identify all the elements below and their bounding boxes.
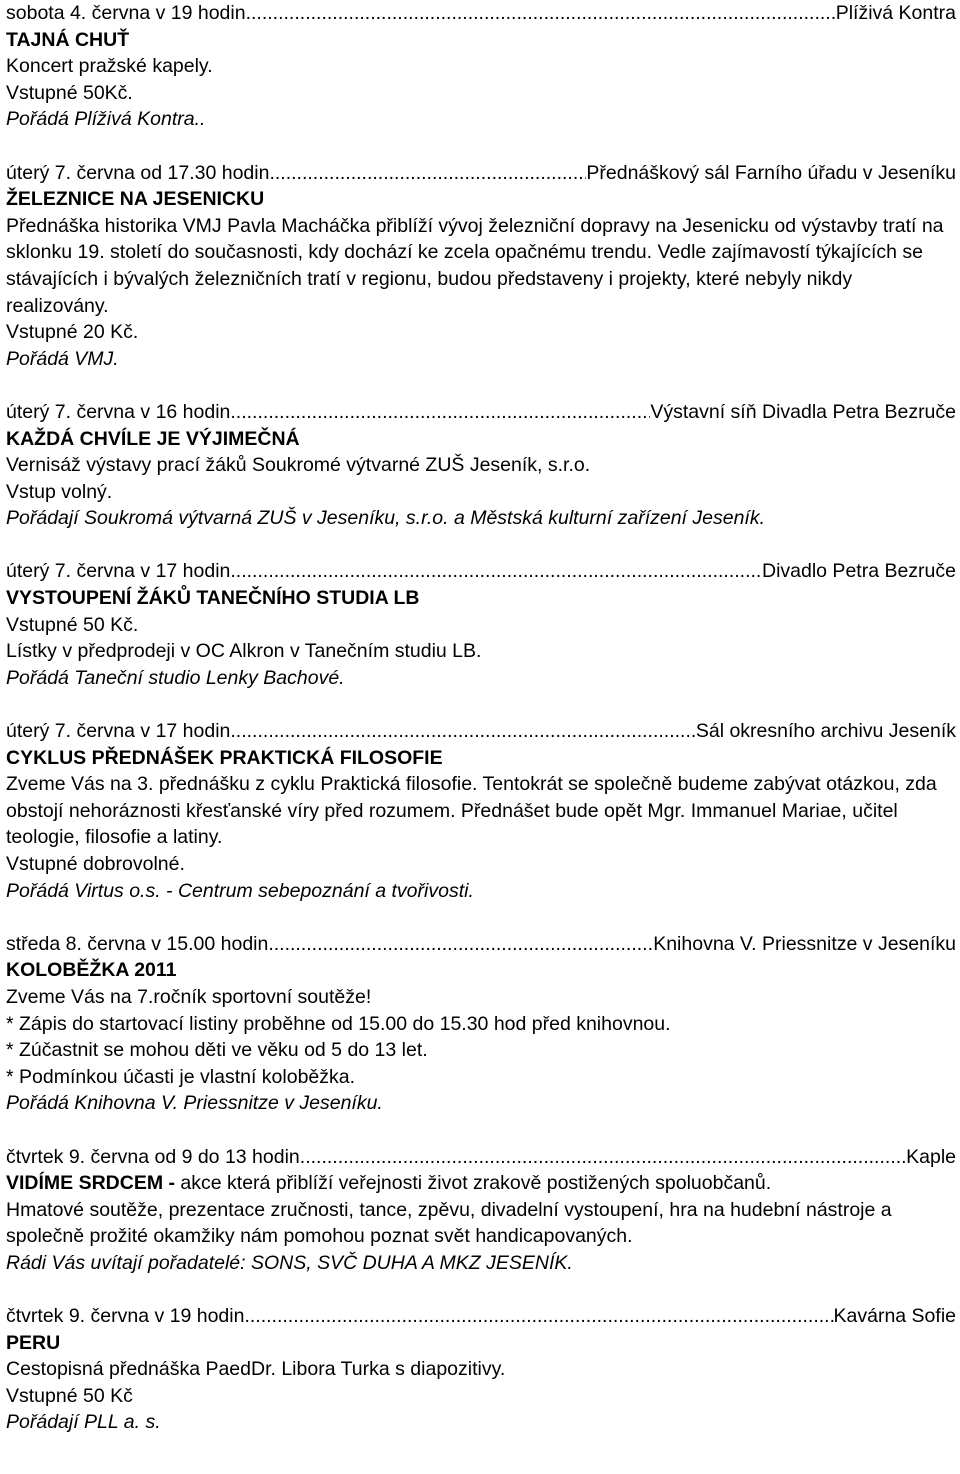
event-organizer: Pořádá Knihovna V. Priessnitze v Jeseníku. — [6, 1092, 383, 1115]
event-date: sobota 4. června v 19 hodin — [6, 2, 246, 24]
event-title: CYKLUS PŘEDNÁŠEK PRAKTICKÁ FILOSOFIE — [6, 746, 443, 769]
event-organizer: Pořádá Taneční studio Lenky Bachové. — [6, 666, 345, 689]
event-organizer: Pořádají PLL a. s. — [6, 1411, 161, 1434]
event-organizer: Pořádá Virtus o.s. - Centrum sebepoznání a tvořivosti. — [6, 879, 474, 902]
event-title: VIDÍME SRDCEM - — [6, 1172, 176, 1195]
event-kazda-chvile — [6, 399, 956, 532]
dot-leader — [230, 718, 695, 745]
dot-leader — [230, 558, 762, 585]
event-date: úterý 7. června v 17 hodin — [6, 720, 231, 743]
event-zeleznice — [6, 160, 956, 373]
event-place: Sál okresního archivu Jeseník — [695, 720, 956, 743]
event-organizer: Rádi Vás uvítají pořadatelé: SONS, SVČ DUHA A MKZ JESENÍK. — [6, 1251, 573, 1274]
event-prakticka-filosofie — [6, 718, 956, 904]
event-detail: Cestopisná přednáška PaedDr. Libora Turka s diapozitivy. — [6, 1358, 506, 1381]
event-header — [6, 0, 956, 27]
event-date: čtvrtek 9. června v 19 hodin — [6, 1305, 245, 1328]
event-detail: * Zúčastnit se mohou děti ve věku od 5 do 13 let. — [6, 1039, 428, 1062]
event-place: Divadlo Petra Bezruče — [761, 560, 956, 583]
event-detail: Vstupné 20 Kč. — [6, 321, 139, 344]
program-document — [6, 0, 956, 1463]
event-organizer: Pořádá Plíživá Kontra.. — [6, 108, 206, 131]
dot-leader — [269, 160, 586, 187]
event-tanecni-studio — [6, 558, 956, 691]
dot-leader — [300, 1144, 906, 1171]
event-detail: Vstupné 50Kč. — [6, 81, 133, 104]
event-title-line — [6, 1170, 956, 1197]
event-header — [6, 1144, 956, 1171]
event-detail: Vstupné dobrovolné. — [6, 853, 185, 875]
event-date: úterý 7. června v 17 hodin — [6, 560, 231, 583]
event-title: ŽELEZNICE NA JESENICKU — [6, 188, 265, 211]
event-organizer: Pořádají Soukromá výtvarná ZUŠ v Jeseníku, s.r.o. a Městská kulturní zařízení Jeseník. — [6, 507, 766, 530]
event-peru — [6, 1303, 956, 1436]
event-description: Přednáška historika VMJ Pavla Macháčka přiblíží vývoj železniční dopravy na Jesenicku od výstavby tratí na sklonku 19. století do současnosti, kdy dochází ke zcela opačnému trendu. Vedle zajímavostí týkajících se stávajících i bývalých železničních tratí v regionu, budou představeny i projekty, které nebyly nikdy realizovány. — [6, 214, 944, 317]
event-description: Hmatové soutěže, prezentace zručnosti, tance, zpěvu, divadelní vystoupení, hra na hudební nástroje a společně prožité okamžiky nám pomohou poznat svět handicapovaných. — [6, 1198, 892, 1248]
event-description: Zveme Vás na 3. přednášku z cyklu Praktická filosofie. Tentokrát se společně budeme zabývat otázkou, zda obstojí nehoráznosti křesťanské víry před rozumem. Přednášet bude opět Mgr. Immanuel Mariae, učitel teologie, filosofie a latiny. — [6, 773, 937, 849]
dot-leader — [244, 1303, 833, 1330]
event-place: Výstavní síň Divadla Petra Bezruče — [650, 400, 956, 423]
event-title: KOLOBĚŽKA 2011 — [6, 959, 177, 982]
event-header — [6, 1303, 956, 1330]
event-title: TAJNÁ CHUŤ — [6, 28, 130, 51]
event-detail: Vstup volný. — [6, 480, 113, 503]
event-tajna-chut — [6, 0, 956, 133]
event-detail: Vernisáž výstavy prací žáků Soukromé výtvarné ZUŠ Jeseník, s.r.o. — [6, 454, 591, 477]
event-header — [6, 718, 956, 745]
event-kolobezka — [6, 931, 956, 1117]
event-place: Přednáškový sál Farního úřadu v Jeseníku — [586, 161, 956, 184]
event-detail: Vstupné 50 Kč. — [6, 613, 139, 636]
event-header — [6, 399, 956, 426]
event-place: Kaple — [906, 1145, 956, 1168]
event-place: Knihovna V. Priessnitze v Jeseníku — [653, 932, 956, 955]
event-date: středa 8. června v 15.00 hodin — [6, 932, 269, 955]
dot-leader — [246, 0, 836, 27]
event-detail: Zveme Vás na 7.ročník sportovní soutěže! — [6, 985, 372, 1008]
event-header — [6, 931, 956, 958]
dot-leader — [230, 399, 650, 426]
event-title-rest: akce která přiblíží veřejnosti život zrakově postižených spoluobčanů. — [175, 1172, 772, 1195]
event-title: PERU — [6, 1331, 61, 1354]
event-date: úterý 7. června od 17.30 hodin — [6, 161, 270, 184]
event-detail: Lístky v předprodeji v OC Alkron v Tanečním studiu LB. — [6, 640, 482, 663]
event-title: VYSTOUPENÍ ŽÁKŮ TANEČNÍHO STUDIA LB — [6, 587, 420, 610]
event-place: Plíživá Kontra — [835, 2, 956, 24]
event-header — [6, 160, 956, 187]
event-title: KAŽDÁ CHVÍLE JE VÝJIMEČNÁ — [6, 427, 300, 450]
event-place: Kavárna Sofie — [833, 1305, 956, 1328]
dot-leader — [268, 931, 653, 958]
event-organizer: Pořádá VMJ. — [6, 347, 119, 370]
event-detail: Vstupné 50 Kč — [6, 1384, 133, 1407]
event-date: čtvrtek 9. června od 9 do 13 hodin — [6, 1145, 300, 1168]
event-detail: * Podmínkou účasti je vlastní koloběžka. — [6, 1065, 356, 1088]
event-header — [6, 558, 956, 585]
event-detail: Koncert pražské kapely. — [6, 55, 213, 78]
event-detail: * Zápis do startovací listiny proběhne od 15.00 do 15.30 hod před knihovnou. — [6, 1012, 671, 1035]
event-date: úterý 7. června v 16 hodin — [6, 400, 231, 423]
event-vidime-srdcem — [6, 1144, 956, 1277]
